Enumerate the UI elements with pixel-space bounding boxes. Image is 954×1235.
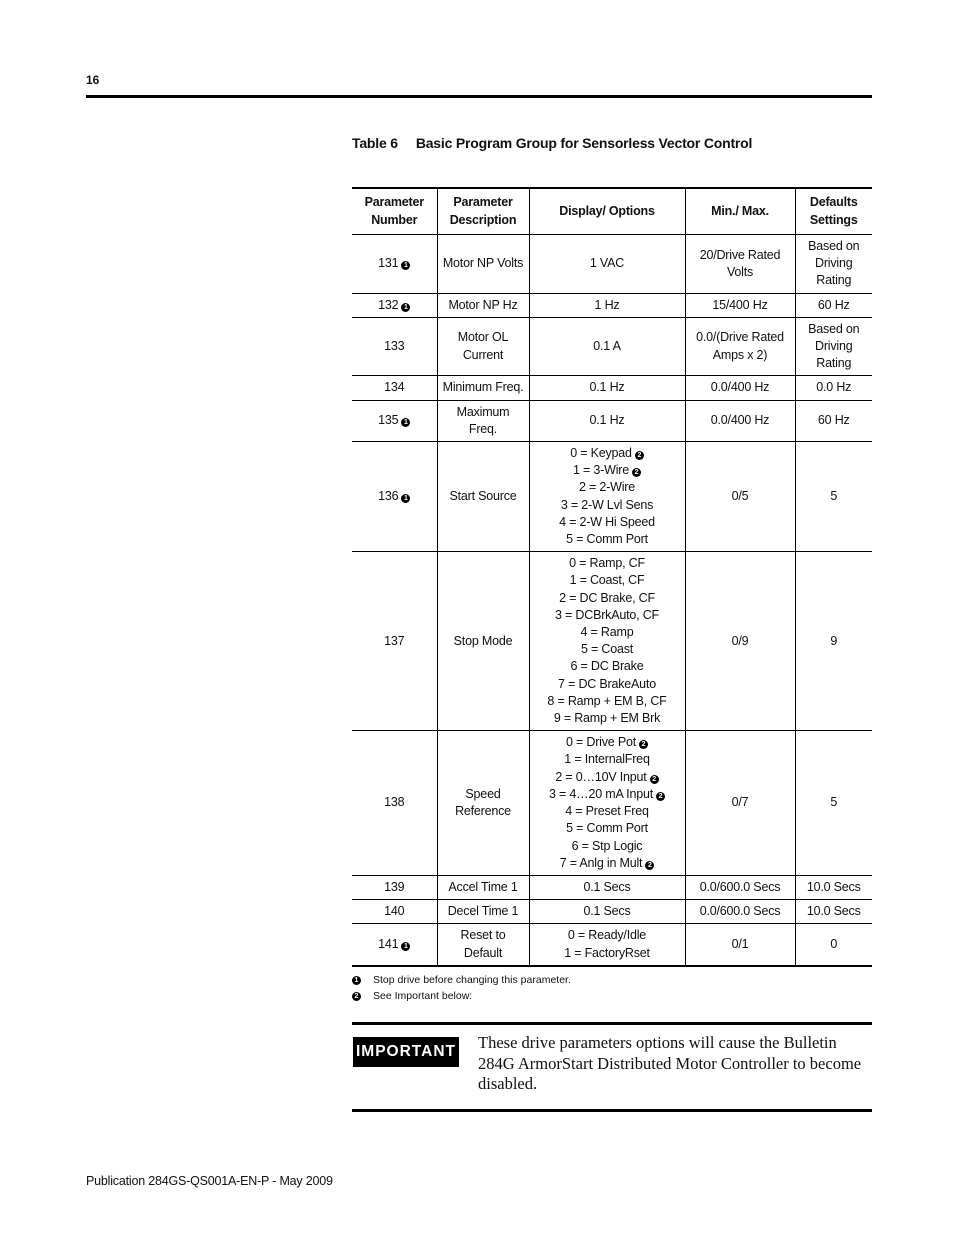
option-line <box>534 497 681 514</box>
option-line <box>534 945 681 962</box>
parameter-number: 132 <box>378 297 399 312</box>
note-marker-icon: 1 <box>401 303 410 312</box>
option-line <box>534 531 681 548</box>
note-marker-icon: 2 <box>656 792 665 801</box>
table-row <box>352 731 872 876</box>
option-line <box>534 658 681 675</box>
display-options-cell <box>529 235 685 294</box>
option-line <box>534 879 681 896</box>
min-max-value: 15/400 Hz <box>685 293 795 317</box>
important-text: These drive parameters options will cause the Bulletin 284G ArmorStart Distributed Motor Controller to become disabled. <box>478 1033 862 1094</box>
min-max-value: 0/9 <box>685 552 795 731</box>
default-setting: 5 <box>795 731 872 876</box>
parameter-number-cell <box>352 731 437 876</box>
option-text: 7 = DC BrakeAuto <box>558 676 656 691</box>
display-options-cell <box>529 442 685 552</box>
option-line <box>534 255 681 272</box>
header-min-max: Min./ Max. <box>685 188 795 235</box>
display-options-cell <box>529 400 685 441</box>
option-line <box>534 786 681 803</box>
option-line <box>534 624 681 641</box>
table-row <box>352 924 872 966</box>
default-setting: 0 <box>795 924 872 966</box>
footnote-marker-icon: 1 <box>352 976 361 985</box>
option-line <box>534 297 681 314</box>
display-options-cell <box>529 900 685 924</box>
option-line <box>534 855 681 872</box>
option-line <box>534 338 681 355</box>
note-marker-icon: 1 <box>401 494 410 503</box>
option-text: 0 = Keypad <box>570 446 632 461</box>
parameter-number: 131 <box>378 256 399 271</box>
option-text: 1 Hz <box>594 297 620 312</box>
table-label: Table 6 <box>352 135 398 151</box>
min-max-value: 0/7 <box>685 731 795 876</box>
min-max-value: 20/Drive Rated Volts <box>685 235 795 294</box>
option-line <box>534 479 681 496</box>
footnote-text: See Important below: <box>373 990 473 1002</box>
option-line <box>534 734 681 751</box>
option-line <box>534 751 681 768</box>
parameter-number-cell <box>352 442 437 552</box>
page-number: 16 <box>86 73 100 87</box>
default-setting: 60 Hz <box>795 293 872 317</box>
min-max-value: 0/1 <box>685 924 795 966</box>
parameter-description: Minimum Freq. <box>437 376 529 400</box>
option-line <box>534 462 681 479</box>
parameter-description: Reset to Default <box>437 924 529 966</box>
option-text: 5 = Comm Port <box>566 821 648 836</box>
note-marker-icon: 1 <box>401 942 410 951</box>
table-header <box>352 188 872 235</box>
min-max-value: 0.0/600.0 Secs <box>685 875 795 899</box>
parameter-description: Start Source <box>437 442 529 552</box>
min-max-value: 0.0/400 Hz <box>685 400 795 441</box>
option-line <box>534 676 681 693</box>
option-text: 9 = Ramp + EM Brk <box>553 711 661 726</box>
header-rule <box>86 95 872 98</box>
default-setting: Based on Driving Rating <box>795 235 872 294</box>
parameter-number: 135 <box>378 413 399 428</box>
min-max-value: 0.0/400 Hz <box>685 376 795 400</box>
footnotes <box>352 972 571 1004</box>
table-row <box>352 552 872 731</box>
option-line <box>534 572 681 589</box>
default-setting: 0.0 Hz <box>795 376 872 400</box>
min-max-value: 0.0/(Drive Rated Amps x 2) <box>685 317 795 376</box>
display-options-cell <box>529 924 685 966</box>
option-line <box>534 710 681 727</box>
parameter-number-cell <box>352 317 437 376</box>
table-row <box>352 317 872 376</box>
note-marker-icon: 2 <box>639 740 648 749</box>
option-line <box>534 412 681 429</box>
default-setting: 9 <box>795 552 872 731</box>
option-text: 3 = 4…20 mA Input <box>549 786 653 801</box>
option-text: 0.1 Hz <box>589 413 625 428</box>
option-text: 4 = Ramp <box>580 625 634 640</box>
option-line <box>534 514 681 531</box>
header-display-options: Display/ Options <box>529 188 685 235</box>
default-setting: 5 <box>795 442 872 552</box>
option-text: 1 = InternalFreq <box>564 752 650 767</box>
option-text: 1 = Coast, CF <box>569 573 645 588</box>
note-marker-icon: 2 <box>645 861 654 870</box>
option-text: 7 = Anlg in Mult <box>559 855 643 870</box>
parameter-description: Motor NP Volts <box>437 235 529 294</box>
header-default-settings: Defaults Settings <box>795 188 872 235</box>
parameter-number: 133 <box>384 339 405 354</box>
table-title <box>352 135 752 151</box>
option-text: 0 = Ready/Idle <box>567 928 647 943</box>
note-marker-icon: 1 <box>401 418 410 427</box>
option-line <box>534 590 681 607</box>
parameter-description: Speed Reference <box>437 731 529 876</box>
default-setting: 10.0 Secs <box>795 875 872 899</box>
option-text: 4 = 2-W Hi Speed <box>559 514 655 529</box>
option-line <box>534 693 681 710</box>
parameter-number: 139 <box>384 879 405 894</box>
parameter-number: 134 <box>384 380 405 395</box>
option-line <box>534 769 681 786</box>
table-row <box>352 293 872 317</box>
parameter-number-cell <box>352 235 437 294</box>
default-setting: 60 Hz <box>795 400 872 441</box>
option-line <box>534 820 681 837</box>
footnote <box>352 988 571 1004</box>
note-marker-icon: 2 <box>635 451 644 460</box>
option-text: 5 = Comm Port <box>566 532 648 547</box>
parameter-description: Motor OL Current <box>437 317 529 376</box>
parameter-number: 138 <box>384 795 405 810</box>
important-badge: IMPORTANT <box>353 1037 459 1067</box>
table-body <box>352 235 872 966</box>
table-row <box>352 376 872 400</box>
option-line <box>534 607 681 624</box>
parameter-number-cell <box>352 400 437 441</box>
note-marker-icon: 2 <box>650 775 659 784</box>
option-text: 0 = Ramp, CF <box>569 556 645 571</box>
parameter-table <box>352 187 872 967</box>
option-text: 2 = DC Brake, CF <box>559 590 655 605</box>
display-options-cell <box>529 376 685 400</box>
footnote-text: Stop drive before changing this parameter. <box>373 974 571 986</box>
option-text: 0.1 Hz <box>589 380 625 395</box>
option-text: 0 = Drive Pot <box>565 735 636 750</box>
publication-footer: Publication 284GS-QS001A-EN-P - May 2009 <box>86 1174 333 1188</box>
min-max-value: 0/5 <box>685 442 795 552</box>
footnote-marker-icon: 2 <box>352 992 361 1001</box>
option-text: 1 = 3-Wire <box>572 463 629 478</box>
parameter-number: 140 <box>384 904 405 919</box>
parameter-number-cell <box>352 900 437 924</box>
table-row <box>352 875 872 899</box>
option-text: 2 = 2-Wire <box>578 480 635 495</box>
parameter-description: Maximum Freq. <box>437 400 529 441</box>
option-line <box>534 445 681 462</box>
header-parameter-description: Parameter Description <box>437 188 529 235</box>
parameter-description: Decel Time 1 <box>437 900 529 924</box>
display-options-cell <box>529 317 685 376</box>
option-line <box>534 555 681 572</box>
default-setting: Based on Driving Rating <box>795 317 872 376</box>
parameter-number-cell <box>352 924 437 966</box>
option-text: 0.1 A <box>593 339 621 354</box>
footnote <box>352 972 571 988</box>
option-text: 6 = Stp Logic <box>571 838 643 853</box>
option-text: 5 = Coast <box>580 642 634 657</box>
option-text: 1 VAC <box>589 256 625 271</box>
table-row <box>352 442 872 552</box>
default-setting: 10.0 Secs <box>795 900 872 924</box>
parameter-description: Stop Mode <box>437 552 529 731</box>
option-line <box>534 803 681 820</box>
option-line <box>534 641 681 658</box>
table-row <box>352 400 872 441</box>
option-text: 2 = 0…10V Input <box>555 769 647 784</box>
option-line <box>534 903 681 920</box>
option-text: 0.1 Secs <box>583 904 631 919</box>
parameter-number: 141 <box>378 936 399 951</box>
display-options-cell <box>529 875 685 899</box>
option-line <box>534 927 681 944</box>
parameter-number-cell <box>352 293 437 317</box>
table-row <box>352 235 872 294</box>
header-parameter-number: Parameter Number <box>364 195 424 227</box>
option-text: 6 = DC Brake <box>570 659 644 674</box>
option-text: 8 = Ramp + EM B, CF <box>547 693 667 708</box>
table-row <box>352 900 872 924</box>
table-caption: Basic Program Group for Sensorless Vector Control <box>415 135 753 151</box>
option-line <box>534 379 681 396</box>
display-options-cell <box>529 293 685 317</box>
option-line <box>534 838 681 855</box>
parameter-number-cell <box>352 376 437 400</box>
important-notice <box>352 1022 872 1112</box>
note-marker-icon: 2 <box>632 468 641 477</box>
display-options-cell <box>529 552 685 731</box>
parameter-number-cell <box>352 875 437 899</box>
parameter-number: 137 <box>384 633 405 648</box>
min-max-value: 0.0/600.0 Secs <box>685 900 795 924</box>
option-text: 4 = Preset Freq <box>565 804 649 819</box>
option-text: 3 = DCBrkAuto, CF <box>555 607 659 622</box>
parameter-number-cell <box>352 552 437 731</box>
parameter-description: Accel Time 1 <box>437 875 529 899</box>
parameter-description: Motor NP Hz <box>437 293 529 317</box>
option-text: 0.1 Secs <box>583 879 631 894</box>
option-text: 3 = 2-W Lvl Sens <box>560 497 654 512</box>
display-options-cell <box>529 731 685 876</box>
option-text: 1 = FactoryRset <box>564 945 650 960</box>
note-marker-icon: 1 <box>401 261 410 270</box>
parameter-number: 136 <box>378 489 399 504</box>
